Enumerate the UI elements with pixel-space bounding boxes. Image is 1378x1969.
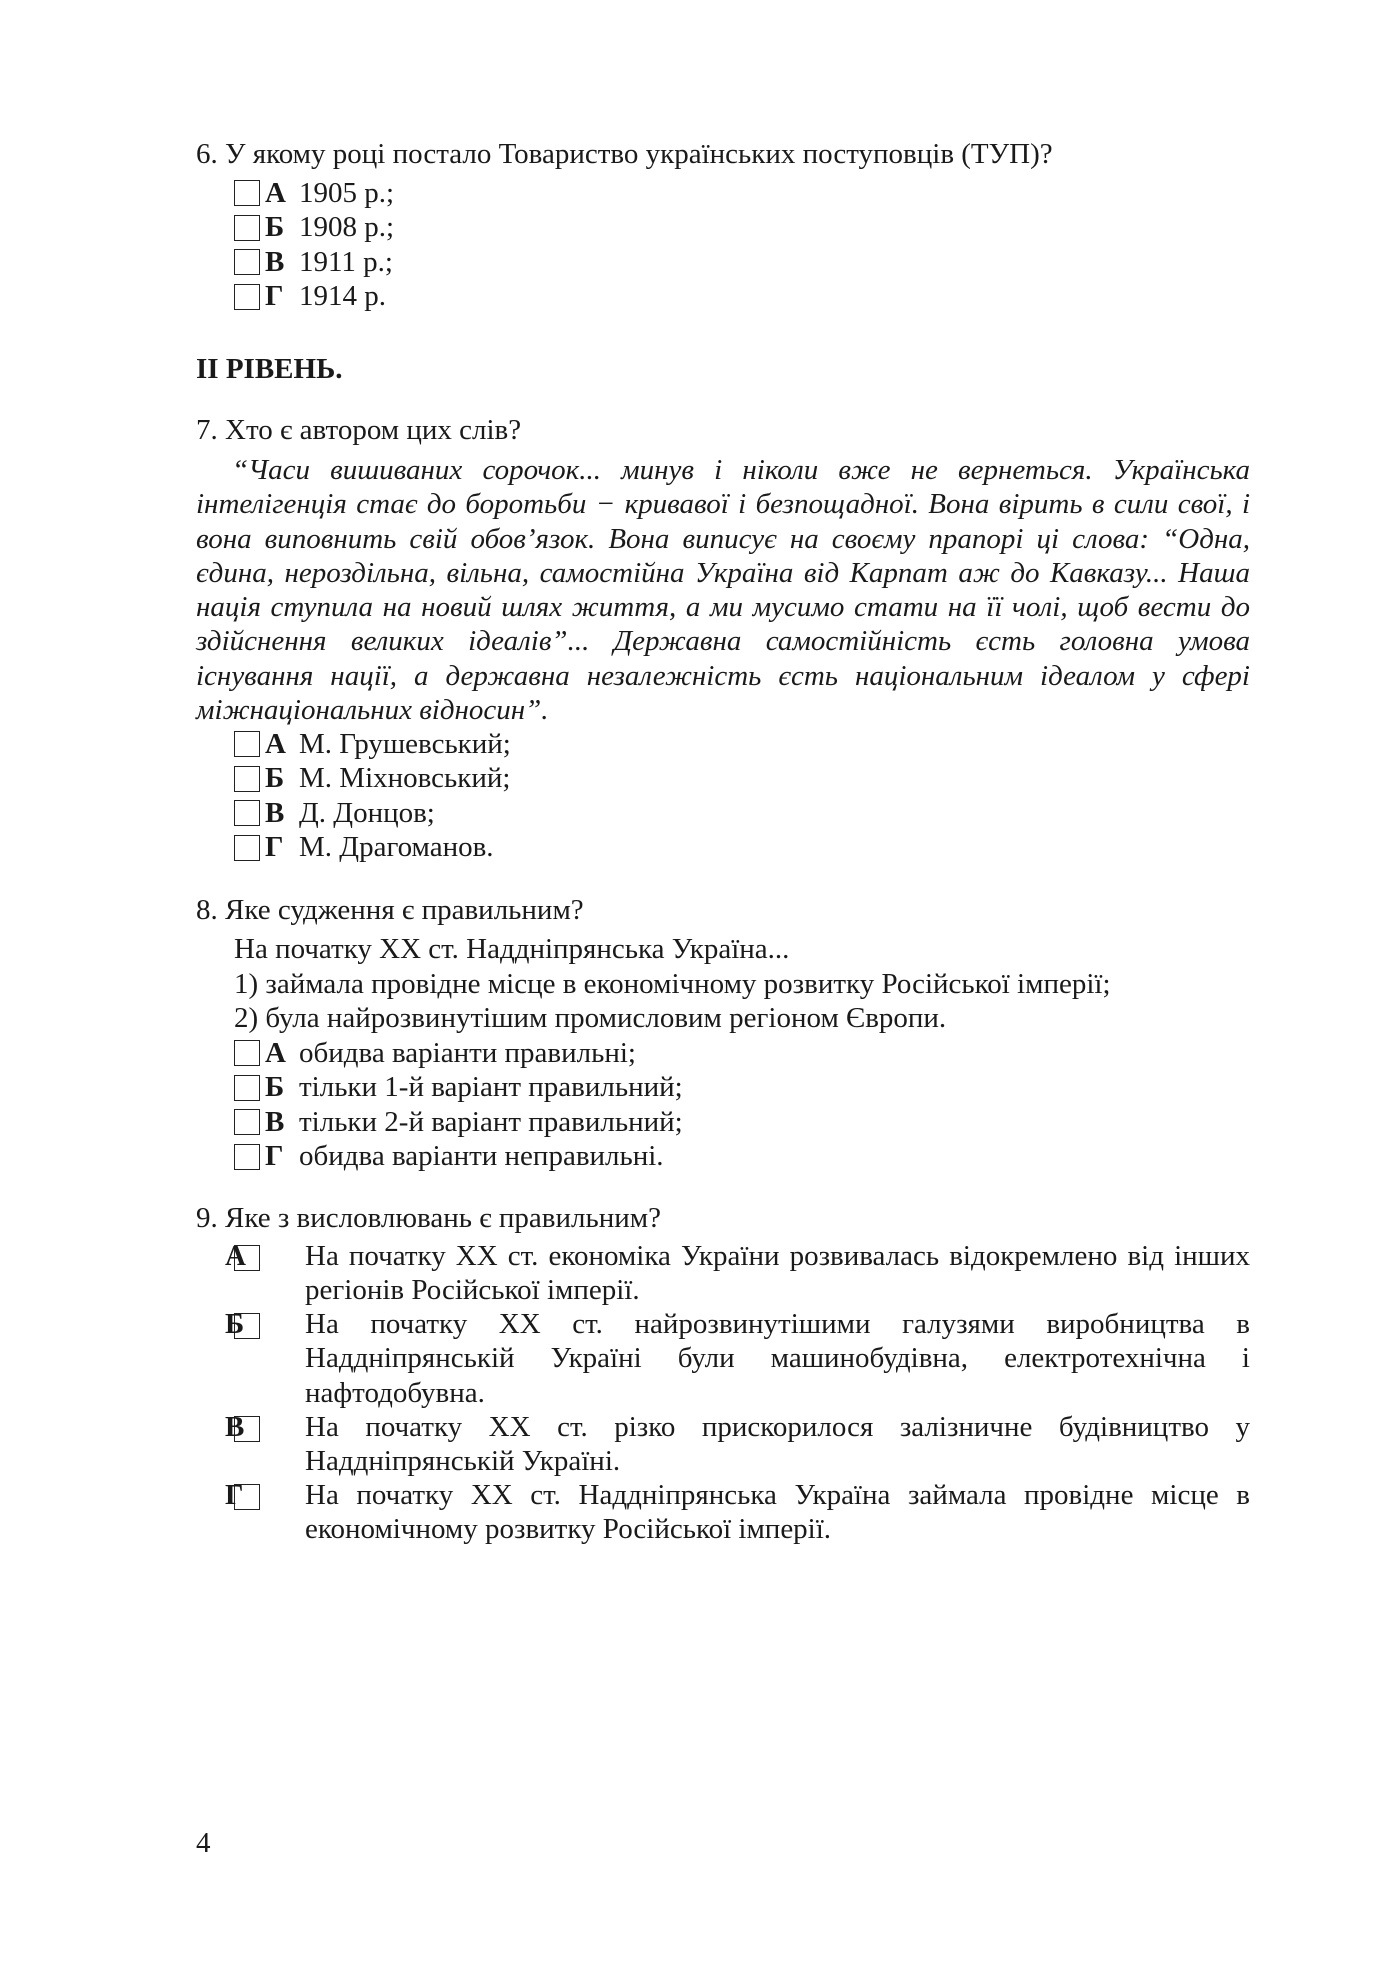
checkbox-icon[interactable] [234, 800, 260, 826]
checkbox-icon[interactable] [234, 215, 260, 241]
checkbox-icon[interactable] [234, 1040, 260, 1066]
checkbox-icon[interactable] [234, 284, 260, 310]
question-9-option-c[interactable] [225, 1410, 1250, 1479]
question-6-title: 6. У якому році постало Товариство українських поступовців (ТУП)? [196, 138, 1053, 170]
option-text: 1911 р.; [299, 245, 393, 278]
option-text: 1914 р. [299, 280, 386, 313]
question-8-title: 8. Яке судження є правильним? [196, 894, 584, 926]
option-letter: Б [265, 1071, 285, 1104]
question-7-title: 7. Хто є автором цих слів? [196, 414, 522, 446]
option-text: 1905 р.; [299, 176, 395, 209]
option-text: М. Міхновський; [299, 762, 511, 795]
question-8-body [234, 932, 1111, 1036]
option-letter: В [265, 245, 285, 278]
option-letter: Б [265, 211, 285, 244]
question-9-title: 9. Яке з висловлювань є правильним? [196, 1202, 661, 1234]
option-letter: В [265, 796, 285, 829]
question-8-option-d[interactable] [234, 1140, 683, 1175]
level-2-heading: ІІ РІВЕНЬ. [196, 353, 343, 385]
option-text: обидва варіанти неправильні. [299, 1140, 664, 1173]
option-letter: А [225, 1240, 246, 1272]
question-9-option-a[interactable] [225, 1239, 1250, 1308]
question-6-option-a[interactable] [234, 176, 394, 211]
checkbox-icon[interactable] [234, 180, 260, 206]
question-7-option-a[interactable] [234, 727, 511, 762]
question-6-option-c[interactable] [234, 245, 394, 280]
question-7-option-d[interactable] [234, 831, 511, 866]
option-text: М. Грушевський; [299, 727, 511, 760]
checkbox-icon[interactable] [234, 731, 260, 757]
option-letter: Б [225, 1308, 245, 1340]
option-text: тільки 1-й варіант правильний; [299, 1071, 683, 1104]
checkbox-icon[interactable] [234, 1109, 260, 1135]
page-number: 4 [196, 1827, 211, 1859]
checkbox-icon[interactable] [234, 1144, 260, 1170]
question-7-option-c[interactable] [234, 796, 511, 831]
option-letter: А [265, 727, 286, 760]
option-letter: Г [265, 1140, 284, 1173]
option-text: Д. Донцов; [299, 796, 435, 829]
option-text: На початку ХХ ст. різко прискорилося залізничне будівництво у Наддніпрянській Україні. [305, 1411, 1250, 1478]
option-letter: А [265, 1036, 286, 1069]
question-8-option-a[interactable] [234, 1036, 683, 1071]
question-8-option-b[interactable] [234, 1071, 683, 1106]
question-9-option-b[interactable] [225, 1307, 1250, 1410]
question-6-option-d[interactable] [234, 280, 394, 315]
option-text: На початку ХХ ст. Наддніпрянська Україна займала провідне місце в економічному розвитку Російської імперії. [305, 1479, 1250, 1546]
option-text: М. Драгоманов. [299, 831, 494, 864]
option-text: На початку ХХ ст. найрозвинутішими галузями виробництва в Наддніпрянській Україні були машинобудівна, електротехнічна і нафтодобувна. [305, 1308, 1250, 1409]
question-6-option-b[interactable] [234, 211, 394, 246]
question-6-options [234, 176, 394, 314]
checkbox-icon[interactable] [234, 249, 260, 275]
question-7-options [234, 727, 511, 865]
option-letter: Г [265, 831, 284, 864]
question-9-option-d[interactable] [225, 1478, 1250, 1547]
question-8-option-c[interactable] [234, 1105, 683, 1140]
option-text: На початку ХХ ст. економіка України розвивалась відокремлено від інших регіонів Російської імперії. [305, 1240, 1250, 1307]
question-8-intro: На початку ХХ ст. Наддніпрянська Україна... [234, 933, 790, 965]
option-letter: Г [225, 1479, 244, 1511]
question-8-options [234, 1036, 683, 1174]
checkbox-icon[interactable] [234, 835, 260, 861]
question-7-quote [196, 453, 1250, 727]
quote-text: “Часи вишиваних сорочок... минув і ніколи вже не вернеться. Українська інтелігенція стає до боротьби − кривавої і безпощадної. Вона вірить в сили свої, і вона виповнить свій обов’язок. Вона виписує на своєму прапорі ці слова: “Одна, єдина, нероздільна, вільна, самостійна Україна від Карпат аж до Кавказу... Наша нація ступила на новий шлях життя, а ми мусимо стати на її чолі, щоб вести до здійснення великих ідеалів”... Державна самостійність єсть головна умова існування нації, а державна незалежність єсть національним ідеалом у сфері міжнаціональних відносин”. [196, 454, 1250, 727]
option-letter: В [225, 1411, 245, 1443]
option-letter: В [265, 1105, 285, 1138]
question-8-statement-2: 2) була найрозвинутішим промисловим регіоном Європи. [234, 1002, 947, 1034]
option-letter: А [265, 176, 286, 209]
question-7-option-b[interactable] [234, 762, 511, 797]
option-text: 1908 р.; [299, 211, 395, 244]
option-text: обидва варіанти правильні; [299, 1036, 636, 1069]
option-text: тільки 2-й варіант правильний; [299, 1105, 683, 1138]
checkbox-icon[interactable] [234, 766, 260, 792]
question-8-statement-1: 1) займала провідне місце в економічному розвитку Російської імперії; [234, 967, 1111, 1000]
checkbox-icon[interactable] [234, 1075, 260, 1101]
option-letter: Г [265, 280, 284, 313]
option-letter: Б [265, 762, 285, 795]
